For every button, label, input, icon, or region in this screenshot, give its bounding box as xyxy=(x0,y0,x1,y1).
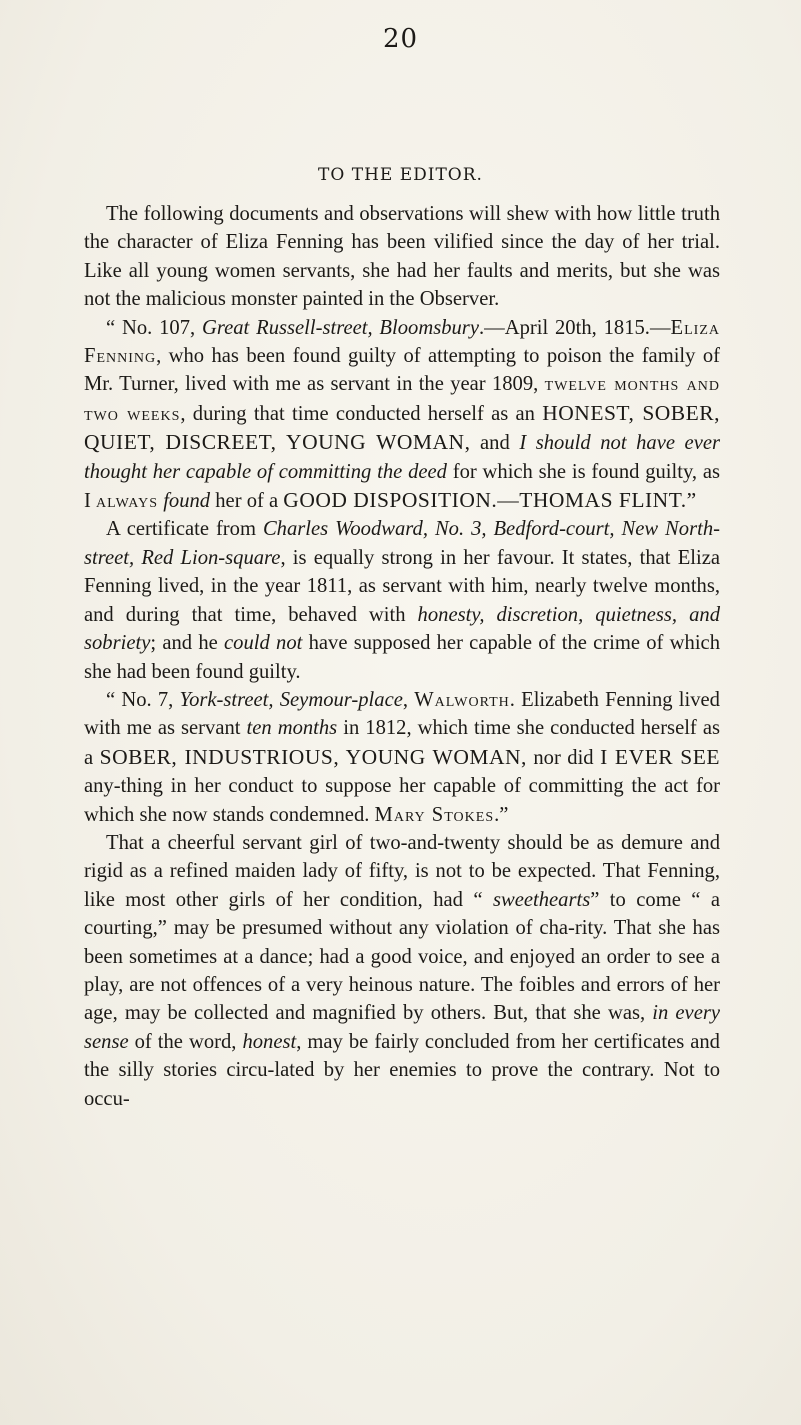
intro-paragraph: The following documents and observations will shew with how little truth the character of Eliza Fenning has been vilified since the day of her trial. Like all young women servants, she had her faults and merits, but she was not the malicious monster painted in the Observer. xyxy=(84,203,720,311)
body-text xyxy=(84,200,720,1113)
closing-paragraph: That a cheerful servant girl of two-and-twenty should be as demure and rigid as a refined maiden lady of fifty, is not to be expected. That Fenning, like most other girls of her condition, had “ sweethearts” to come “ a courting,” may be presumed without any violation of cha-rity. That she has been sometimes at a dance; had a good voice, and enjoyed an order to see a play, are not offences of a very heinous nature. The foibles and errors of her age, may be collected and magnified by others. But, that she was, in every sense of the word, honest, may be fairly concluded from her certificates and the silly stories circu-lated by her enemies to prove the contrary. Not to occu- xyxy=(84,831,720,1110)
page-number: 20 xyxy=(382,24,419,54)
woodward-certificate: A certificate from Charles Woodward, No. 3, Bedford-court, New North-street, Red Lion-square, is equally strong in her favour. It states, that Eliza Fenning lived, in the year 1811, as servant with him, nearly twelve months, and during that time, behaved with honesty, discretion, quietness, and sobriety; and he could not have supposed her capable of the crime of which she had been found guilty. xyxy=(84,518,720,683)
section-heading: TO THE EDITOR. xyxy=(318,165,483,185)
stokes-letter: “ No. 7, York-street, Seymour-place, Walworth. Elizabeth Fenning lived with me as servant ten months in 1812, which time she conducted herself as a SOBER, INDUSTRIOUS, YOUNG WOMAN, nor did I EVER SEE any-thing in her conduct to suppose her capable of committing the act for which she now stands condemned. Mary Stokes.” xyxy=(84,688,720,826)
flint-letter: “ No. 107, Great Russell-street, Bloomsbury.—April 20th, 1815.—Eliza Fenning, who has been found guilty of attempting to poison the family of Mr. Turner, lived with me as servant in the year 1809, twelve months and two weeks, during that time conducted herself as an HONEST, SOBER, QUIET, DISCREET, YOUNG WOMAN, and I should not have ever thought her capable of committing the deed for which she is found guilty, as I always found her of a GOOD DISPOSITION.—THOMAS FLINT.” xyxy=(84,316,721,513)
